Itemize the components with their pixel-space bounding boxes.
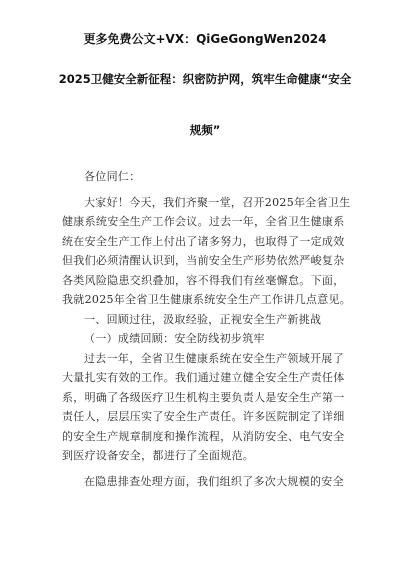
subsection-heading: （一）成绩回顾：安全防线初步筑牢 (84, 332, 265, 345)
body-line: 健康系统安全生产工作会议。过去一年，全省卫生健康系 (62, 215, 345, 228)
body-line: 大家好！今天，我们齐聚一堂，召开2025年全省卫生 (84, 195, 351, 209)
body-line: 在隐患排查处理方面，我们组织了多次大规模的安全 (84, 474, 344, 488)
body-line: 责任人，层层压实了安全生产责任。许多医院制定了详细 (62, 410, 345, 423)
body-line: 我就2025年全省卫生健康系统安全生产工作讲几点意见。 (62, 293, 352, 306)
document-title-line-1: 2025卫健安全新征程：织密防护网，筑牢生命健康“安全 (58, 72, 352, 86)
body-line: 大量扎实有效的工作。我们通过建立健全安全生产责任体 (62, 371, 345, 384)
body-line: 系，明确了各级医疗卫生机构主要负责人是安全生产第一 (62, 390, 345, 404)
section-heading: 一、回顾过往，汲取经验，正视安全生产新挑战 (84, 312, 322, 326)
body-line: 但我们必须清醒认识到，当前安全生产形势依然严峻复杂 (62, 254, 345, 267)
body-line: 各类风险隐患交织叠加，容不得我们有丝毫懈怠。下面， (62, 273, 345, 287)
body-line: 的安全生产规章制度和操作流程，从消防安全、电气安全 (62, 429, 345, 443)
document-body (62, 167, 354, 491)
body-line: 统在安全生产工作上付出了诸多努力，也取得了一定成效 (62, 234, 345, 248)
salutation: 各位同仁： (84, 170, 141, 183)
document-title-line-2: 规频” (189, 123, 221, 137)
body-line: 过去一年，全省卫生健康系统在安全生产领域开展了 (84, 351, 344, 365)
promo-header: 更多免费公文+VX：QiGeGongWen2024 (83, 32, 327, 46)
body-line: 到医疗设备安全，都进行了全面规范。 (62, 449, 255, 462)
